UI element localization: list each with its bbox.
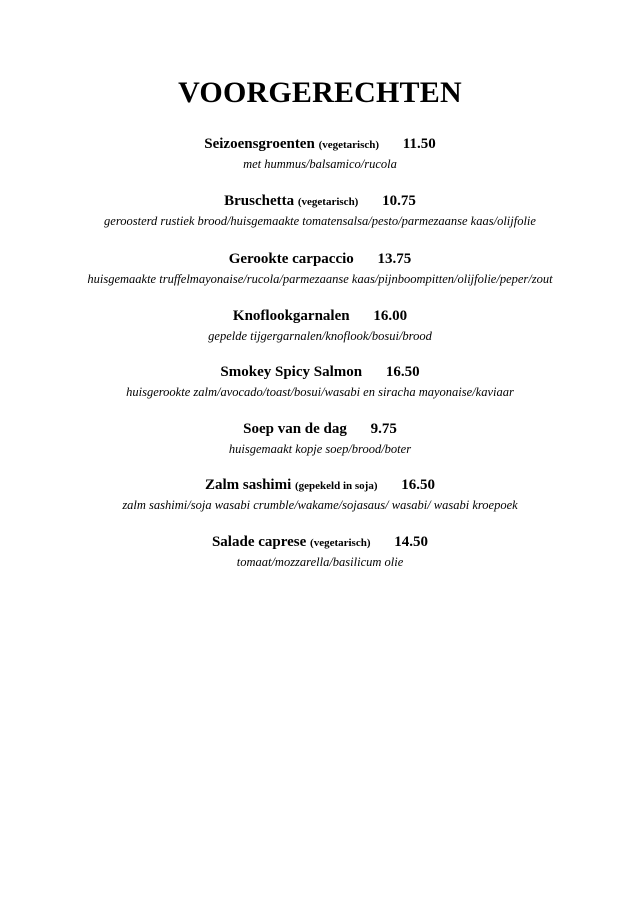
menu-item-name: Bruschetta: [224, 193, 295, 209]
menu-item-name: Smokey Spicy Salmon: [220, 364, 363, 380]
menu-item-header: [0, 420, 640, 439]
menu-item-price: 11.50: [402, 136, 436, 152]
menu-item-name: Knoflookgarnalen: [232, 308, 350, 324]
menu-item: [0, 533, 640, 570]
menu-item-header: [0, 192, 640, 211]
menu-item-header: [0, 476, 640, 495]
menu-item-description: gepelde tijgergarnalen/knoflook/bosui/brood: [208, 329, 432, 343]
menu-item-price: 9.75: [370, 421, 397, 437]
menu-item-price: 16.50: [401, 477, 435, 493]
menu-item-name: Gerookte carpaccio: [228, 251, 354, 267]
menu-item-note: (vegetarisch): [297, 196, 359, 208]
menu-item-note: (vegetarisch): [310, 537, 371, 549]
menu-item-name: Zalm sashimi: [204, 477, 292, 493]
menu-item: [0, 307, 640, 344]
menu-item-header: [0, 250, 640, 269]
menu-item: [0, 420, 640, 457]
menu-item-header: [0, 363, 640, 382]
menu-item: [0, 250, 640, 287]
menu-item-note: (vegetarisch): [318, 139, 380, 151]
menu-item-description: tomaat/mozzarella/basilicum olie: [236, 555, 404, 569]
menu-item-note: (gepekeld in soja): [295, 480, 378, 492]
menu-item-description: met hummus/balsamico/rucola: [243, 157, 397, 171]
menu-item-header: [0, 135, 640, 154]
menu-item-header: [0, 533, 640, 552]
menu-item-price: 16.50: [385, 364, 420, 380]
menu-item: [0, 476, 640, 513]
menu-item-price: 10.75: [382, 193, 416, 209]
menu-item-price: 13.75: [377, 251, 412, 267]
menu-item-name: Seizoensgroenten: [204, 136, 315, 152]
menu-item-description: zalm sashimi/soja wasabi crumble/wakame/sojasaus/ wasabi/ wasabi kroepoek: [122, 498, 518, 512]
menu-item-header: [0, 307, 640, 326]
menu-item-description: huisgemaakte truffelmayonaise/rucola/parmezaanse kaas/pijnboompitten/olijfolie/peper/zout: [87, 272, 553, 286]
menu-item: [0, 135, 640, 172]
menu-item-name: Salade caprese: [211, 534, 307, 550]
menu-item-description: huisgerookte zalm/avocado/toast/bosui/wasabi en siracha mayonaise/kaviaar: [126, 385, 514, 399]
menu-item: [0, 363, 640, 400]
page-title: VOORGERECHTEN: [178, 76, 462, 109]
menu-item-price: 16.00: [373, 308, 408, 324]
menu-item-description: huisgemaakt kopje soep/brood/boter: [228, 442, 412, 456]
menu-item-name: Soep van de dag: [243, 421, 347, 437]
menu-item-price: 14.50: [394, 534, 429, 550]
menu-item-description: geroosterd rustiek brood/huisgemaakte tomatensalsa/pesto/parmezaanse kaas/olijfolie: [104, 214, 536, 228]
menu-item: [0, 192, 640, 229]
